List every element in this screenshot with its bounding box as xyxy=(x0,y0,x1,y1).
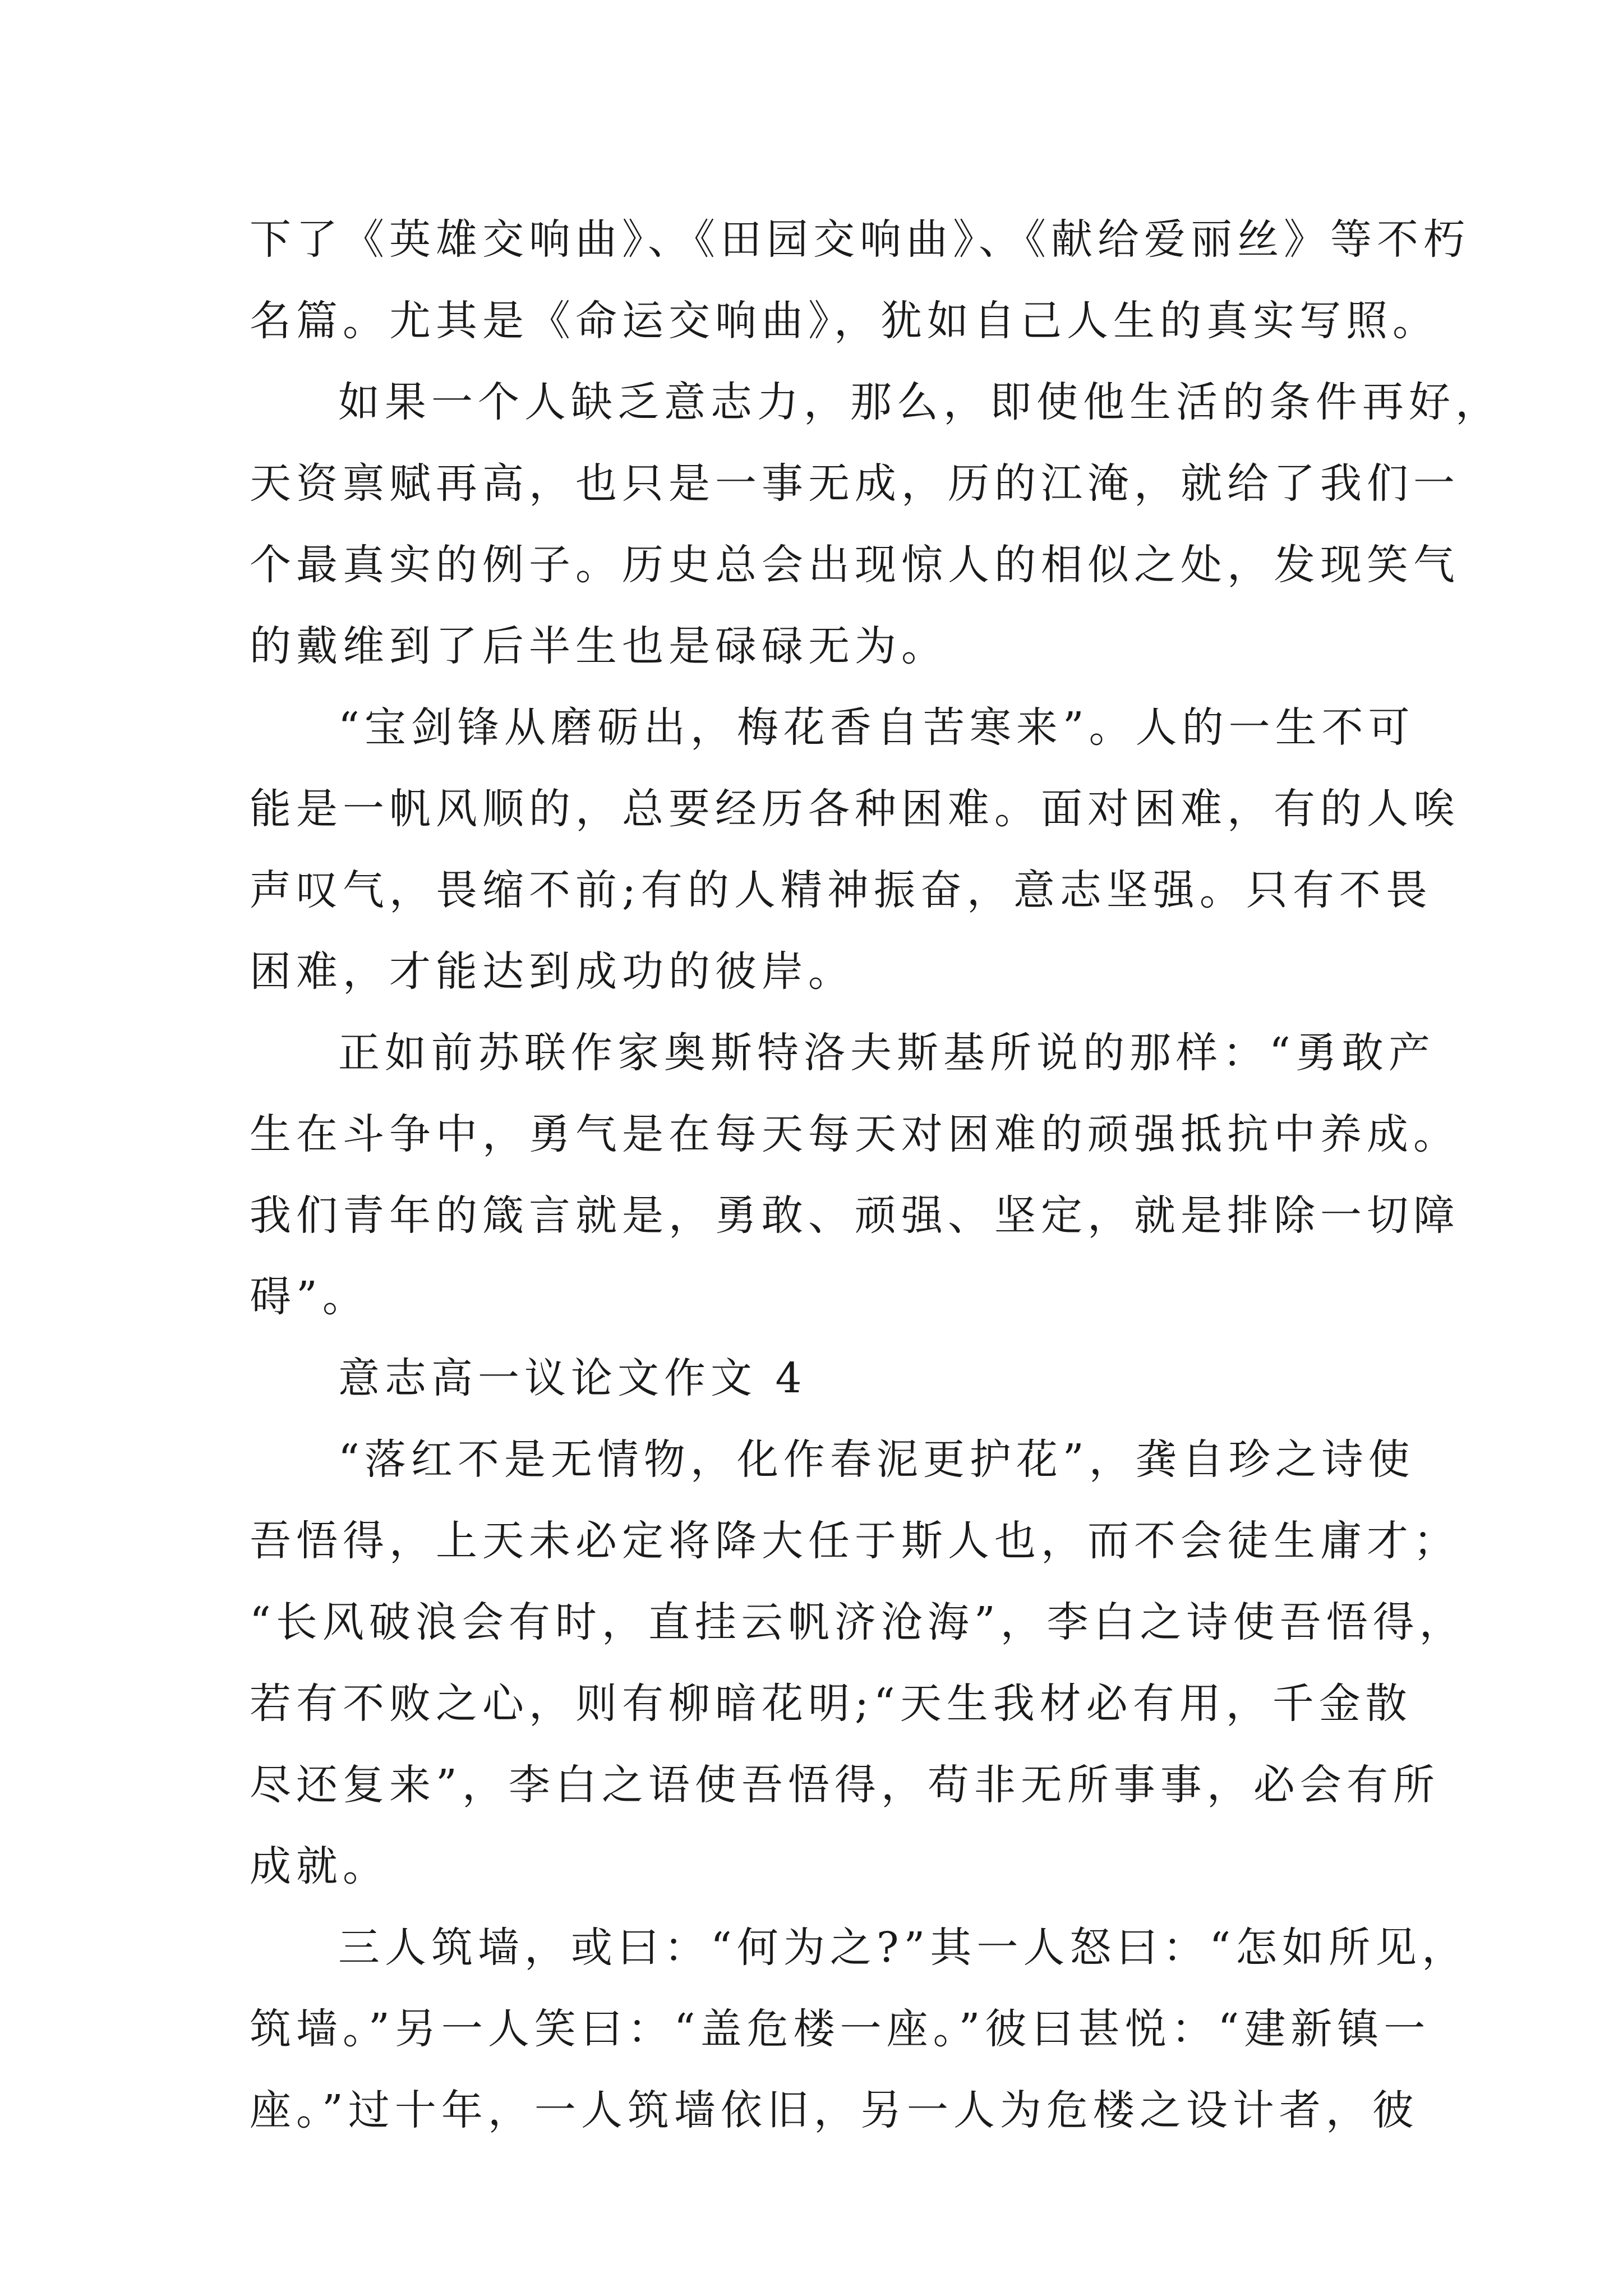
text-line: 名篇。尤其是《命运交响曲》，犹如自己人生的真实写照。 xyxy=(250,297,1439,345)
paragraph-start-line: 如果一个人缺乏意志力，那么，即使他生活的条件再好， xyxy=(338,378,1502,426)
text-line: 尽还复来”，李白之语使吾悟得，苟非无所事事，必会有所 xyxy=(250,1761,1440,1809)
paragraph-start-line: 三人筑墙，或曰：“何为之?”其一人怒曰：“怎如所见， xyxy=(338,1924,1469,1972)
paragraph-start-line: “落红不是无情物，化作春泥更护花”，龚自珍之诗使 xyxy=(338,1435,1415,1484)
text-line: 筑墙。”另一人笑曰：“盖危楼一座。”彼曰甚悦：“建新镇一 xyxy=(250,2005,1431,2053)
text-line: 能是一帆风顺的，总要经历各种困难。面对困难，有的人唉 xyxy=(250,785,1460,833)
paragraph-start-line: “宝剑锋从磨砺出，梅花香自苦寒来”。人的一生不可 xyxy=(338,703,1415,752)
text-line: 我们青年的箴言就是，勇敢、顽强、坚定，就是排除一切障 xyxy=(250,1191,1460,1240)
text-line: 下了《英雄交响曲》、《田园交响曲》、《献给爱丽丝》等不朽 xyxy=(250,215,1470,264)
text-line: 声叹气，畏缩不前;有的人精神振奋，意志坚强。只有不畏 xyxy=(250,866,1432,914)
text-line: 成就。 xyxy=(250,1842,389,1890)
text-line: 困难，才能达到成功的彼岸。 xyxy=(250,947,855,996)
text-line: 座。”过十年，一人筑墙依旧，另一人为危楼之设计者，彼 xyxy=(250,2086,1419,2134)
text-line: 的戴维到了后半生也是碌碌无为。 xyxy=(250,622,948,670)
text-line: 天资禀赋再高，也只是一事无成，历的江淹，就给了我们一 xyxy=(250,459,1460,508)
text-line: 若有不败之心，则有柳暗花明;“天生我材必有用，千金散 xyxy=(250,1680,1412,1728)
text-line: “长风破浪会有时，直挂云帆济沧海”，李白之诗使吾悟得， xyxy=(250,1598,1466,1646)
paragraph-start-line: 正如前苏联作家奥斯特洛夫斯基所说的那样：“勇敢产 xyxy=(338,1029,1435,1077)
body-text xyxy=(250,199,1502,2151)
section-heading: 意志高一议论文作文 4 xyxy=(338,1354,807,1402)
text-line: 吾悟得，上天未必定将降大任于斯人也，而不会徒生庸才； xyxy=(250,1517,1460,1565)
text-line: 生在斗争中，勇气是在每天每天对困难的顽强抵抗中养成。 xyxy=(250,1110,1460,1158)
text-line: 碍”。 xyxy=(250,1273,369,1321)
text-line: 个最真实的例子。历史总会出现惊人的相似之处，发现笑气 xyxy=(250,541,1460,589)
